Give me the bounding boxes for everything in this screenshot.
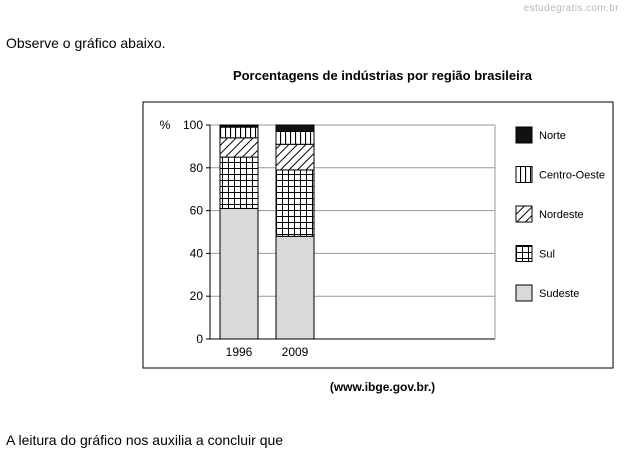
x-tick-label-2009: 2009 xyxy=(281,345,309,359)
x-tick-label-1996: 1996 xyxy=(225,345,253,359)
bar-2009-sul xyxy=(276,170,314,236)
legend-label-norte: Norte xyxy=(539,130,566,142)
bar-2009-sudeste xyxy=(276,236,314,339)
question-intro: Observe o gráfico abaixo. xyxy=(6,35,166,51)
site-watermark: estudegratis.com.br xyxy=(523,3,619,14)
bar-2009-centro-oeste xyxy=(276,131,314,144)
legend-label-centro-oeste: Centro-Oeste xyxy=(539,169,606,182)
bar-1996-centro-oeste xyxy=(220,127,258,138)
bar-2009-nordeste xyxy=(276,144,314,170)
y-tick-label-60: 60 xyxy=(189,203,203,218)
legend-swatch-nordeste xyxy=(516,206,532,222)
y-tick-label-0: 0 xyxy=(196,332,203,346)
bar-1996-sudeste xyxy=(220,208,258,339)
chart-title: Porcentagens de indústrias por região brasileira xyxy=(232,68,533,83)
bar-1996-sul xyxy=(220,157,258,208)
legend-swatch-norte xyxy=(516,127,532,143)
y-tick-label-80: 80 xyxy=(189,160,203,175)
legend-swatch-sul xyxy=(516,246,532,262)
bar-1996-norte xyxy=(220,125,258,127)
y-axis-label: % xyxy=(159,118,171,132)
legend-swatch-sudeste xyxy=(516,285,532,301)
legend-label-sudeste: Sudeste xyxy=(539,288,580,300)
y-tick-label-100: 100 xyxy=(182,118,203,132)
y-tick-label-40: 40 xyxy=(189,246,203,261)
question-prompt: A leitura do gráfico nos auxilia a concluir que xyxy=(6,432,284,448)
y-tick-label-20: 20 xyxy=(189,289,203,304)
bar-1996-nordeste xyxy=(220,138,258,157)
legend-swatch-centro-oeste xyxy=(516,167,532,183)
chart-source: (www.ibge.gov.br.) xyxy=(329,380,436,394)
legend-label-sul: Sul xyxy=(539,248,555,261)
bar-2009-norte xyxy=(276,125,314,131)
legend-label-nordeste: Nordeste xyxy=(539,209,584,221)
